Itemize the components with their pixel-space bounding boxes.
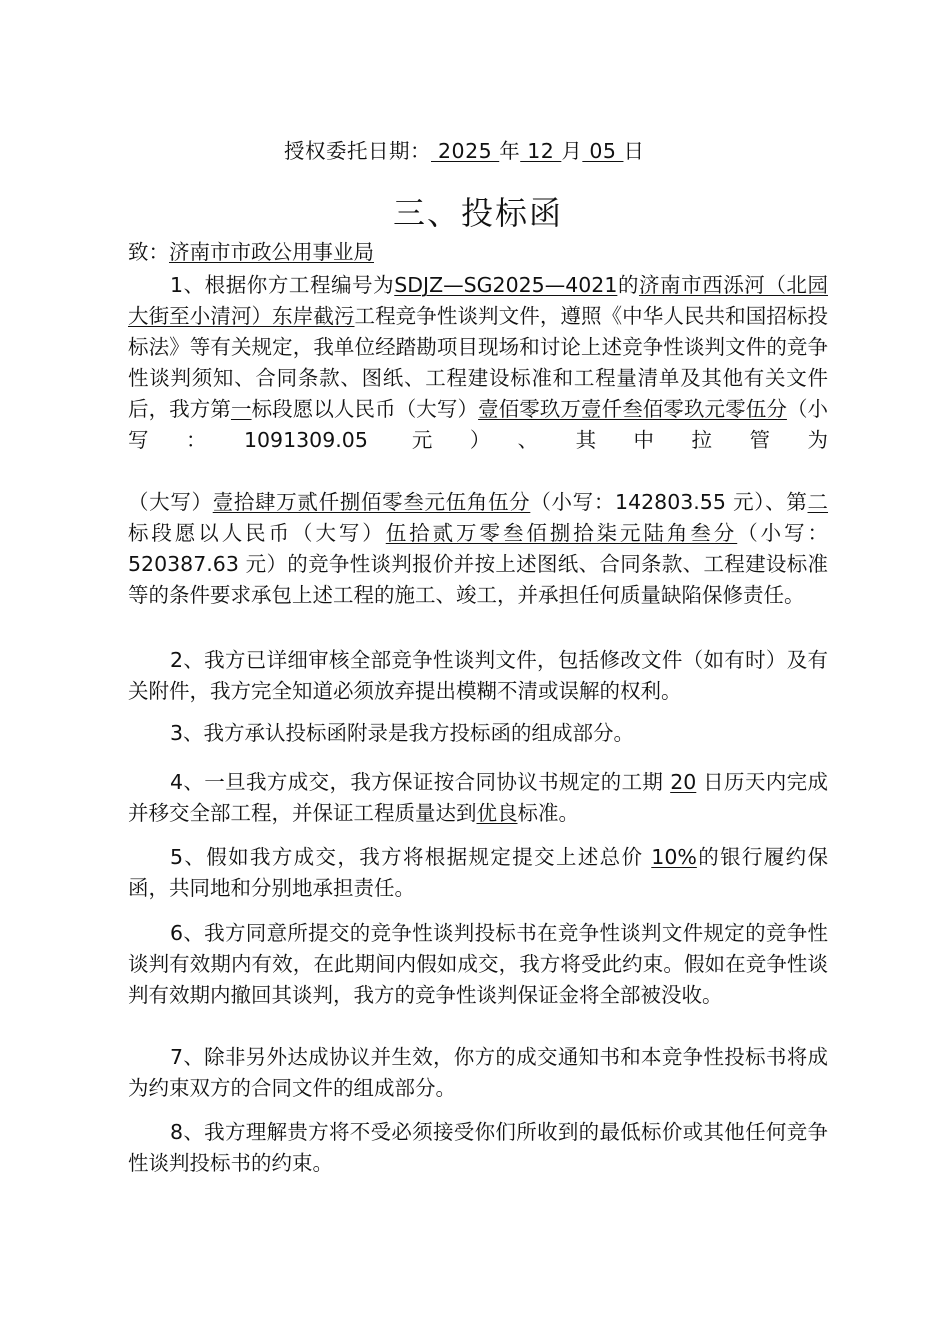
paragraph-1 — [128, 270, 828, 611]
p5-text-b: 的银行履约保函，共同地和分别地承担责任。 — [128, 845, 829, 900]
paragraph-3: 3、我方承认投标函附录是我方投标函的组成部分。 — [170, 721, 635, 745]
date-prefix: 授权委托日期： — [284, 139, 431, 163]
paragraph-4 — [128, 767, 828, 829]
date-year: 2025 — [431, 139, 500, 163]
date-day: 05 — [582, 139, 624, 163]
paragraph-2: 2、我方已详细审核全部竞争性谈判文件，包括修改文件（如有时）及有关附件，我方完全知道必须放弃提出模糊不清或误解的权利。 — [128, 648, 828, 703]
p1-text-h: 标段愿以人民币（大写） — [128, 521, 386, 545]
p1-text-i: （小写：520387.63 元）的竞争性谈判报价并按上述图纸、合同条款、工程建设标准等的条件要求承包上述工程的施工、竣工，并承担任何质量缺陷保修责任。 — [128, 521, 829, 607]
recipient: 济南市市政公用事业局 — [169, 240, 374, 264]
p1-text-d: 标段愿以人民币（大写） — [251, 397, 479, 421]
date-month: 12 — [520, 139, 562, 163]
p1-text-c: 工程竞争性谈判文件，遵照《中华人民共和国招标投标法》等有关规定，我单位经踏勘项目现场和讨论上述竞争性谈判文件的竞争性谈判须知、合同条款、图纸、工程建设标准和工程量清单及其他有关文件后，我方第 — [128, 304, 828, 421]
p4-text-c: 标准。 — [517, 801, 579, 825]
p1-text-b: 的 — [617, 273, 639, 297]
section-2-no: 二 — [807, 490, 829, 514]
paragraph-5 — [128, 842, 828, 904]
p1-gap — [128, 468, 828, 478]
to-prefix: 致： — [128, 240, 169, 264]
p4-text-b: 日历天内完成并移交全部工程，并保证工程质量达到 — [128, 770, 828, 825]
p1-text-f: （大写） — [128, 490, 213, 514]
project-number: SDJZ—SG2025—4021 — [394, 273, 618, 297]
duration-days: 20 — [670, 770, 697, 794]
p5-text-a: 5、假如我方成交，我方将根据规定提交上述总价 — [170, 845, 652, 869]
authorization-date — [284, 134, 844, 164]
recipient-line — [128, 235, 374, 265]
p1-text-g: （小写：142803.55 元）、第 — [530, 490, 808, 514]
p1-text-a: 1、根据你方工程编号为 — [170, 273, 395, 297]
month-unit: 月 — [561, 139, 583, 163]
year-unit: 年 — [499, 139, 521, 163]
paragraph-8: 8、我方理解贵方将不受必须接受你们所收到的最低标价或其他任何竞争性谈判投标书的约束。 — [128, 1120, 828, 1175]
section-2-amount-upper: 伍拾贰万零叁佰捌拾柒元陆角叁分 — [385, 521, 738, 545]
guarantee-percent: 10% — [651, 845, 697, 869]
paragraph-6: 6、我方同意所提交的竞争性谈判投标书在竞争性谈判文件规定的竞争性谈判有效期内有效，在此期间内假如成交，我方将受此约束。假如在竞争性谈判有效期内撤回其谈判，我方的竞争性谈判保证金将全部被没收。 — [128, 921, 828, 1007]
p4-text-a: 4、一旦我方成交，我方保证按合同协议书规定的工期 — [170, 770, 671, 794]
day-unit: 日 — [623, 139, 645, 163]
p1-text-e: （小写：1091309.05 元）、其中拉管为 — [128, 397, 829, 452]
section-1-amount-upper: 壹佰零玖万壹仟叁佰零玖元零伍分 — [478, 397, 787, 421]
section-1-no: 一 — [230, 397, 252, 421]
page-title: 三、投标函 — [392, 194, 563, 232]
pipe-amount-upper: 壹拾肆万贰仟捌佰零叁元伍角伍分 — [212, 490, 531, 514]
quality-standard: 优良 — [476, 801, 518, 825]
project-name: 济南市西泺河（北园大街至小清河）东岸截污 — [128, 273, 828, 328]
paragraph-7: 7、除非另外达成协议并生效，你方的成交通知书和本竞争性投标书将成为约束双方的合同文件的组成部分。 — [128, 1045, 828, 1100]
